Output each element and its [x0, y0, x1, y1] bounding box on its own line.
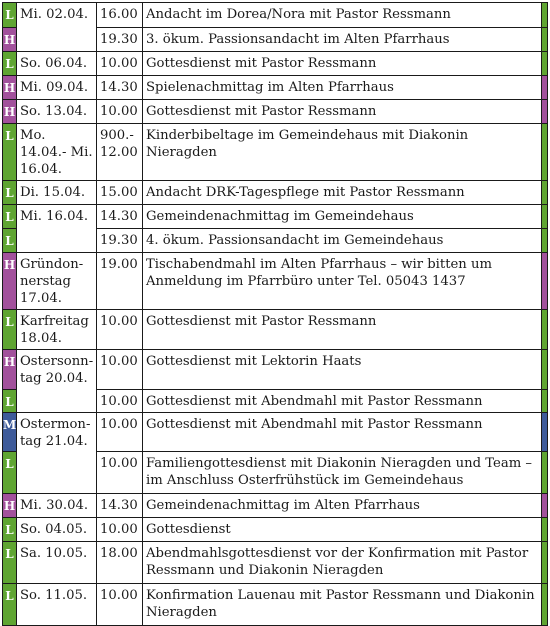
- location-color-bar: [542, 452, 548, 494]
- table-row: [3, 3, 548, 28]
- location-badge: H: [3, 100, 17, 124]
- location-badge: H: [3, 253, 17, 310]
- event-description: Kinderbibeltage im Gemeindehaus mit Diakonin Nieragden: [143, 124, 542, 181]
- location-color-bar: [542, 412, 548, 452]
- location-color-bar: [542, 3, 548, 28]
- table-row: [3, 205, 548, 229]
- event-description: 4. ökum. Passionsandacht im Gemeindehaus: [143, 229, 542, 253]
- event-description: Spielenachmittag im Alten Pfarrhaus: [143, 76, 542, 100]
- location-badge: L: [3, 229, 17, 253]
- location-color-bar: [542, 350, 548, 390]
- event-time: 900.- 12.00: [97, 124, 143, 181]
- location-badge: L: [3, 181, 17, 205]
- location-color-bar: [542, 100, 548, 124]
- table-row: [3, 100, 548, 124]
- location-color-bar: [542, 518, 548, 542]
- event-time: 19.00: [97, 253, 143, 310]
- location-color-bar: [542, 494, 548, 518]
- event-date: [17, 452, 97, 494]
- table-row: [3, 52, 548, 76]
- event-date: So. 11.05.: [17, 584, 97, 626]
- event-time: 10.00: [97, 100, 143, 124]
- event-date: Gründonnerstag 17.04.: [17, 253, 97, 310]
- event-time: 10.00: [97, 452, 143, 494]
- location-color-bar: [542, 389, 548, 412]
- event-description: Andacht im Dorea/Nora mit Pastor Ressmann: [143, 3, 542, 28]
- location-color-bar: [542, 542, 548, 584]
- location-badge: H: [3, 28, 17, 52]
- table-row: [3, 542, 548, 584]
- event-description: 3. ökum. Passionsandacht im Alten Pfarrhaus: [143, 28, 542, 52]
- location-badge: L: [3, 584, 17, 626]
- event-description: Gottesdienst mit Lektorin Haats: [143, 350, 542, 390]
- table-row: [3, 518, 548, 542]
- event-time: 10.00: [97, 389, 143, 412]
- table-row: [3, 350, 548, 390]
- event-date: [17, 28, 97, 52]
- event-date: Sa. 10.05.: [17, 542, 97, 584]
- location-badge: H: [3, 494, 17, 518]
- event-description: Gottesdienst mit Pastor Ressmann: [143, 100, 542, 124]
- location-badge: L: [3, 389, 17, 412]
- event-time: 14.30: [97, 494, 143, 518]
- location-badge: L: [3, 452, 17, 494]
- event-description: Gottesdienst mit Pastor Ressmann: [143, 310, 542, 350]
- table-row: [3, 253, 548, 310]
- event-description: Gottesdienst: [143, 518, 542, 542]
- event-time: 10.00: [97, 52, 143, 76]
- table-row: [3, 76, 548, 100]
- event-description: Tischabendmahl im Alten Pfarrhaus – wir bitten um Anmeldung im Pfarrbüro unter Tel. 05043 1437: [143, 253, 542, 310]
- location-color-bar: [542, 205, 548, 229]
- event-description: Familiengottesdienst mit Diakonin Nieragden und Team – im Anschluss Osterfrühstück im Gemeindehaus: [143, 452, 542, 494]
- event-time: 19.30: [97, 229, 143, 253]
- table-row: [3, 310, 548, 350]
- event-time: 10.00: [97, 584, 143, 626]
- table-row: [3, 229, 548, 253]
- location-color-bar: [542, 181, 548, 205]
- event-description: Gottesdienst mit Pastor Ressmann: [143, 52, 542, 76]
- event-description: Andacht DRK-Tagespflege mit Pastor Ressmann: [143, 181, 542, 205]
- location-badge: L: [3, 205, 17, 229]
- event-time: 10.00: [97, 518, 143, 542]
- event-description: Konfirmation Lauenau mit Pastor Ressmann und Diakonin Nieragden: [143, 584, 542, 626]
- location-badge: L: [3, 542, 17, 584]
- location-color-bar: [542, 310, 548, 350]
- location-badge: L: [3, 3, 17, 28]
- event-description: Abendmahlsgottesdienst vor der Konfirmation mit Pastor Ressmann und Diakonin Nieragden: [143, 542, 542, 584]
- event-description: Gottesdienst mit Abendmahl mit Pastor Ressmann: [143, 389, 542, 412]
- table-row: [3, 494, 548, 518]
- location-color-bar: [542, 584, 548, 626]
- location-badge: L: [3, 310, 17, 350]
- location-badge: M: [3, 412, 17, 452]
- location-color-bar: [542, 28, 548, 52]
- location-color-bar: [542, 229, 548, 253]
- event-time: 18.00: [97, 542, 143, 584]
- event-time: 10.00: [97, 310, 143, 350]
- table-row: [3, 584, 548, 626]
- table-row: [3, 124, 548, 181]
- event-date: So. 04.05.: [17, 518, 97, 542]
- location-badge: H: [3, 350, 17, 390]
- event-date: Mi. 30.04.: [17, 494, 97, 518]
- event-description: Gemeindenachmittag im Alten Pfarrhaus: [143, 494, 542, 518]
- location-color-bar: [542, 52, 548, 76]
- event-description: Gemeindenachmittag im Gemeindehaus: [143, 205, 542, 229]
- event-date: Mi. 02.04.: [17, 3, 97, 28]
- location-badge: H: [3, 76, 17, 100]
- event-date: So. 13.04.: [17, 100, 97, 124]
- event-date: [17, 229, 97, 253]
- event-date: [17, 389, 97, 412]
- event-description: Gottesdienst mit Abendmahl mit Pastor Ressmann: [143, 412, 542, 452]
- event-date: Di. 15.04.: [17, 181, 97, 205]
- table-row: [3, 181, 548, 205]
- event-date: Mi. 09.04.: [17, 76, 97, 100]
- location-color-bar: [542, 253, 548, 310]
- event-date: Karfreitag 18.04.: [17, 310, 97, 350]
- event-date: Ostersonntag 20.04.: [17, 350, 97, 390]
- location-badge: L: [3, 52, 17, 76]
- table-row: [3, 389, 548, 412]
- event-date: So. 06.04.: [17, 52, 97, 76]
- event-date: Mo. 14.04.- Mi. 16.04.: [17, 124, 97, 181]
- event-time: 10.00: [97, 412, 143, 452]
- event-time: 14.30: [97, 76, 143, 100]
- event-time: 10.00: [97, 350, 143, 390]
- events-table: [2, 2, 548, 626]
- location-color-bar: [542, 124, 548, 181]
- event-time: 15.00: [97, 181, 143, 205]
- event-time: 19.30: [97, 28, 143, 52]
- event-time: 16.00: [97, 3, 143, 28]
- table-row: [3, 28, 548, 52]
- table-row: [3, 452, 548, 494]
- event-date: Mi. 16.04.: [17, 205, 97, 229]
- table-row: [3, 412, 548, 452]
- event-date: Ostermontag 21.04.: [17, 412, 97, 452]
- event-time: 14.30: [97, 205, 143, 229]
- location-badge: L: [3, 518, 17, 542]
- location-color-bar: [542, 76, 548, 100]
- location-badge: L: [3, 124, 17, 181]
